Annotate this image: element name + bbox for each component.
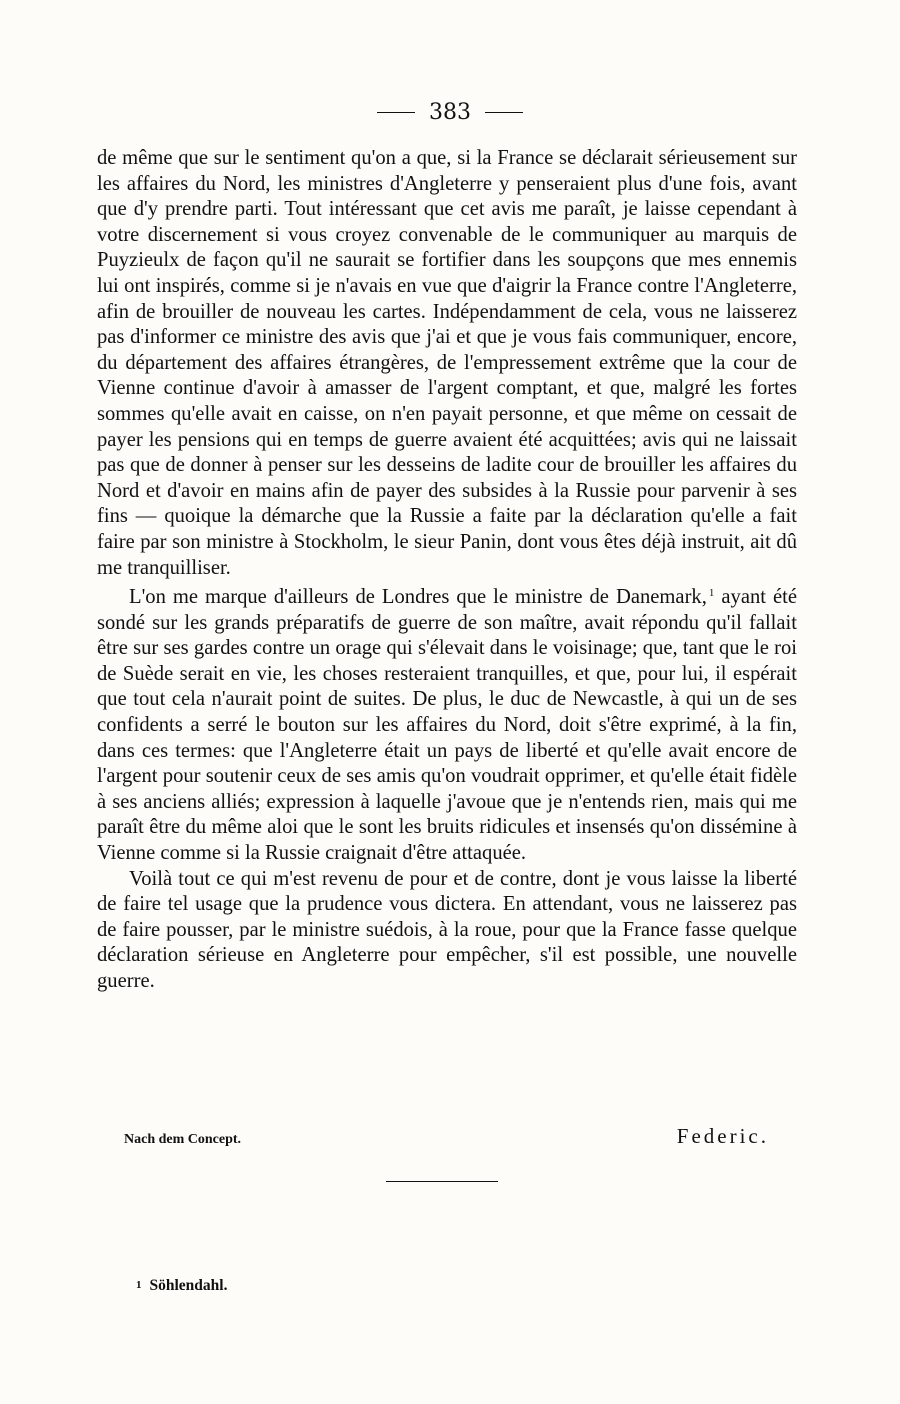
paragraph-2 [97, 581, 797, 867]
paragraph-2-start: L'on me marque d'ailleurs de Londres que le ministre de Danemark, [129, 586, 707, 609]
paragraph-3: Voilà tout ce qui m'est revenu de pour et de contre, dont je vous laisse la liberté de faire tel usage que la prudence vous dictera. En attendant, vous ne laisserez pas de faire pousser, par le ministre suédois, à la roue, pour que la France fasse quelque déclaration sérieuse en Angleterre pour empêcher, s'il est possible, une nouvelle guerre. [97, 867, 797, 992]
footnote-reference: 1 [708, 587, 715, 600]
header-dash-left [377, 112, 415, 113]
page-number: 383 [429, 100, 471, 125]
paragraph-1: de même que sur le sentiment qu'on a que, si la France se déclarait sérieusement sur les affaires du Nord, les ministres d'Angleterre y penseraient plus d'une fois, avant que d'y prendre parti. Tout intéressant que cet avis me paraît, je laisse cependant à votre discernement si vous croyez convenable de le communiquer au marquis de Puyzieulx de façon qu'il ne saurait se fortifier dans les soupçons que mes ennemis lui ont inspirés, comme si je n'avais en vue que d'aigrir la France contre l'Angleterre, afin de brouiller de nouveau les cartes. Indépendamment de cela, vous ne laisserez pas d'informer ce ministre des avis que j'ai et que je vous fais communiquer, encore, du département des affaires étrangères, de l'empressement extrême que la cour de Vienne continue d'avoir à amasser de l'argent comptant, et que, malgré les fortes sommes qu'elle avait en caisse, on n'en payait personne, et que même on cessait de payer les pensions qui en temps de guerre avaient été acquittées; avis qui ne laissait pas que de donner à penser sur les desseins de ladite cour de brouiller les affaires du Nord et d'avoir en mains afin de payer des subsides à la Russie pour parvenir à ses fins — quoique la démarche que la Russie a faite par la déclaration qu'elle a fait faire par son ministre à Stockholm, le sieur Panin, dont vous êtes déjà instruit, ait dû me tranquilliser. [97, 147, 797, 579]
page-header [0, 100, 900, 125]
signature-row [124, 1124, 769, 1149]
footnote-text: Söhlendahl. [149, 1277, 228, 1294]
signature: Federic. [676, 1124, 769, 1148]
header-dash-right [485, 112, 523, 113]
footnote [136, 1277, 227, 1295]
footnote-mark: 1 [136, 1279, 142, 1291]
source-note: Nach dem Concept. [124, 1132, 242, 1147]
paragraph-2-rest: ayant été sondé sur les grands préparatifs de guerre de son maître, avait répondu qu'il fallait être sur ses gardes contre un orage qui s'élevait dans le voisinage; que, tant que le roi de Suède serait en vie, les choses resteraient tranquilles, et que, pour lui, il espérait que tout cela n'aurait point de suites. De plus, le duc de Newcastle, à qui un de ses confidents a serré le bouton sur les affaires du Nord, doit s'être exprimé, à la fin, dans ces termes: que l'Angleterre était un pays de liberté et qu'elle avait encore de l'argent pour soutenir ceux de ses amis qu'on voudrait opprimer, et qu'elle était fidèle à ses anciens alliés; expression à laquelle j'avoue que je n'entends rien, mais qui me paraît être du même aloi que le sont les bruits ridicules et insensés qu'on dissémine à Vienne comme si la Russie craignait d'être attaquée. [97, 586, 797, 865]
section-divider [386, 1181, 498, 1182]
letter-body [97, 146, 797, 995]
